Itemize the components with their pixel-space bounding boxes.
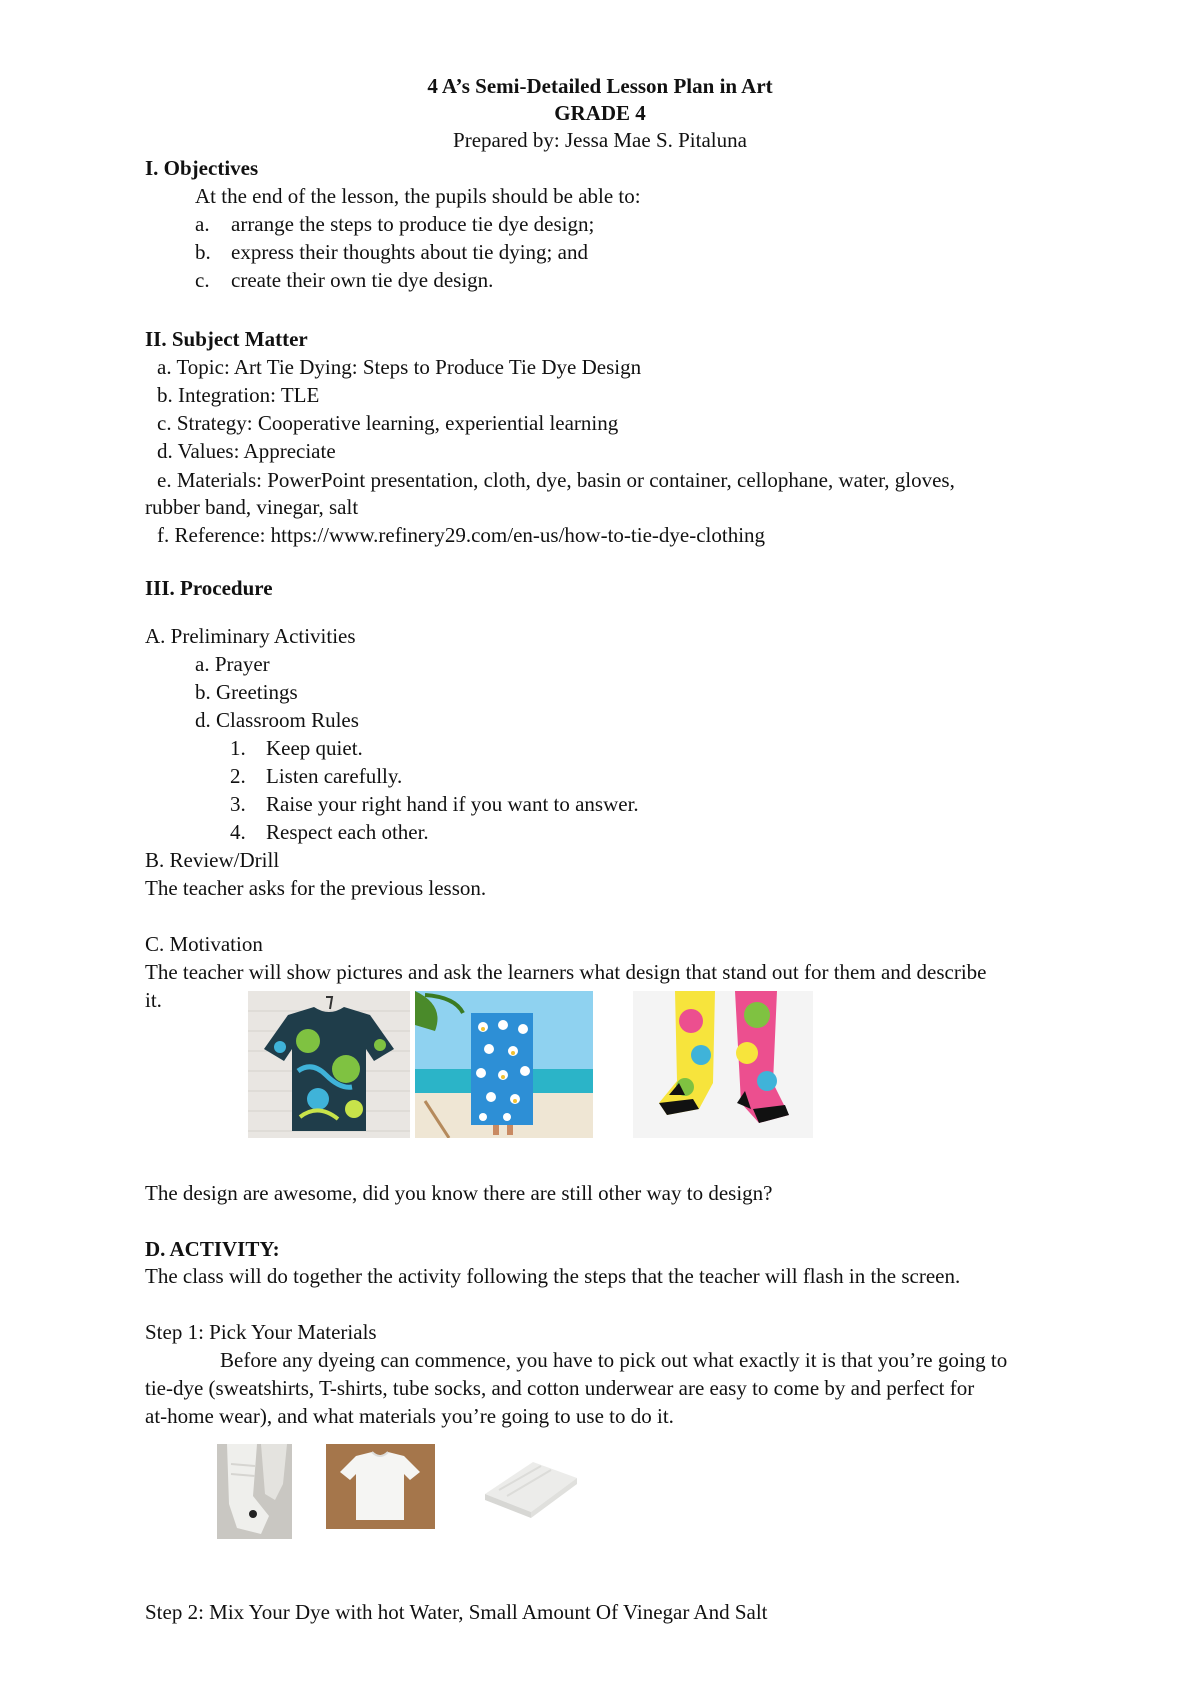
classroom-rules-heading: d. Classroom Rules [195,708,359,732]
objective-marker: c. [195,268,210,292]
white-socks-photo [217,1444,292,1539]
document-title: 4 A’s Semi-Detailed Lesson Plan in Art [427,74,773,98]
white-tshirt-photo [326,1444,435,1529]
step1-text-continued: tie-dye (sweatshirts, T-shirts, tube socks, and cotton underwear are easy to come by and perfect for [145,1376,975,1400]
activity-intro: The class will do together the activity following the steps that the teacher will flash in the screen. [145,1264,961,1288]
preliminary-heading: A. Preliminary Activities [145,624,356,648]
objective-item: express their thoughts about tie dying; and [231,240,588,264]
prepared-by: Prepared by: Jessa Mae S. Pitaluna [453,128,747,152]
motivation-heading: C. Motivation [145,932,263,956]
preliminary-greetings: b. Greetings [195,680,298,704]
objectives-heading: I. Objectives [145,156,259,180]
subject-materials: e. Materials: PowerPoint presentation, cloth, dye, basin or container, cellophane, water, gloves, [157,468,955,492]
objective-marker: b. [195,240,211,264]
rule-marker: 1. [230,736,246,760]
motivation-closing: The design are awesome, did you know there are still other way to design? [145,1181,773,1205]
review-text: The teacher asks for the previous lesson. [145,876,487,900]
procedure-heading: III. Procedure [145,576,273,600]
rule-item: Respect each other. [266,820,429,844]
review-heading: B. Review/Drill [145,848,280,872]
motivation-text: The teacher will show pictures and ask the learners what design that stand out for them and describe [145,960,987,984]
motivation-text-continued: it. [145,988,162,1012]
preliminary-prayer: a. Prayer [195,652,270,676]
objective-item: create their own tie dye design. [231,268,494,292]
rule-item: Keep quiet. [266,736,363,760]
subject-topic: a. Topic: Art Tie Dying: Steps to Produce Tie Dye Design [157,355,642,379]
rule-marker: 4. [230,820,246,844]
rule-marker: 2. [230,764,246,788]
grade-label: GRADE 4 [554,101,646,125]
subject-reference: f. Reference: https://www.refinery29.com/en-us/how-to-tie-dye-clothing [157,523,766,547]
colorful-socks-photo [633,991,813,1138]
rule-marker: 3. [230,792,246,816]
rule-item: Raise your right hand if you want to answer. [266,792,639,816]
subject-strategy: c. Strategy: Cooperative learning, experiential learning [157,411,619,435]
step2-heading: Step 2: Mix Your Dye with hot Water, Small Amount Of Vinegar And Salt [145,1600,768,1624]
white-towel-photo [477,1444,583,1522]
rule-item: Listen carefully. [266,764,403,788]
objective-item: arrange the steps to produce tie dye design; [231,212,595,236]
step1-text-continued: at-home wear), and what materials you’re going to use to do it. [145,1404,674,1428]
patterned-shirt-photo [248,991,410,1138]
subject-values: d. Values: Appreciate [157,439,336,463]
step1-text: Before any dyeing can commence, you have to pick out what exactly it is that you’re going to [220,1348,1008,1372]
subject-integration: b. Integration: TLE [157,383,320,407]
step1-heading: Step 1: Pick Your Materials [145,1320,377,1344]
objective-marker: a. [195,212,210,236]
subject-matter-heading: II. Subject Matter [145,327,308,351]
activity-heading: D. ACTIVITY: [145,1237,280,1261]
beach-towel-photo [415,991,593,1138]
subject-materials-continued: rubber band, vinegar, salt [145,495,359,519]
objectives-intro: At the end of the lesson, the pupils should be able to: [195,184,641,208]
